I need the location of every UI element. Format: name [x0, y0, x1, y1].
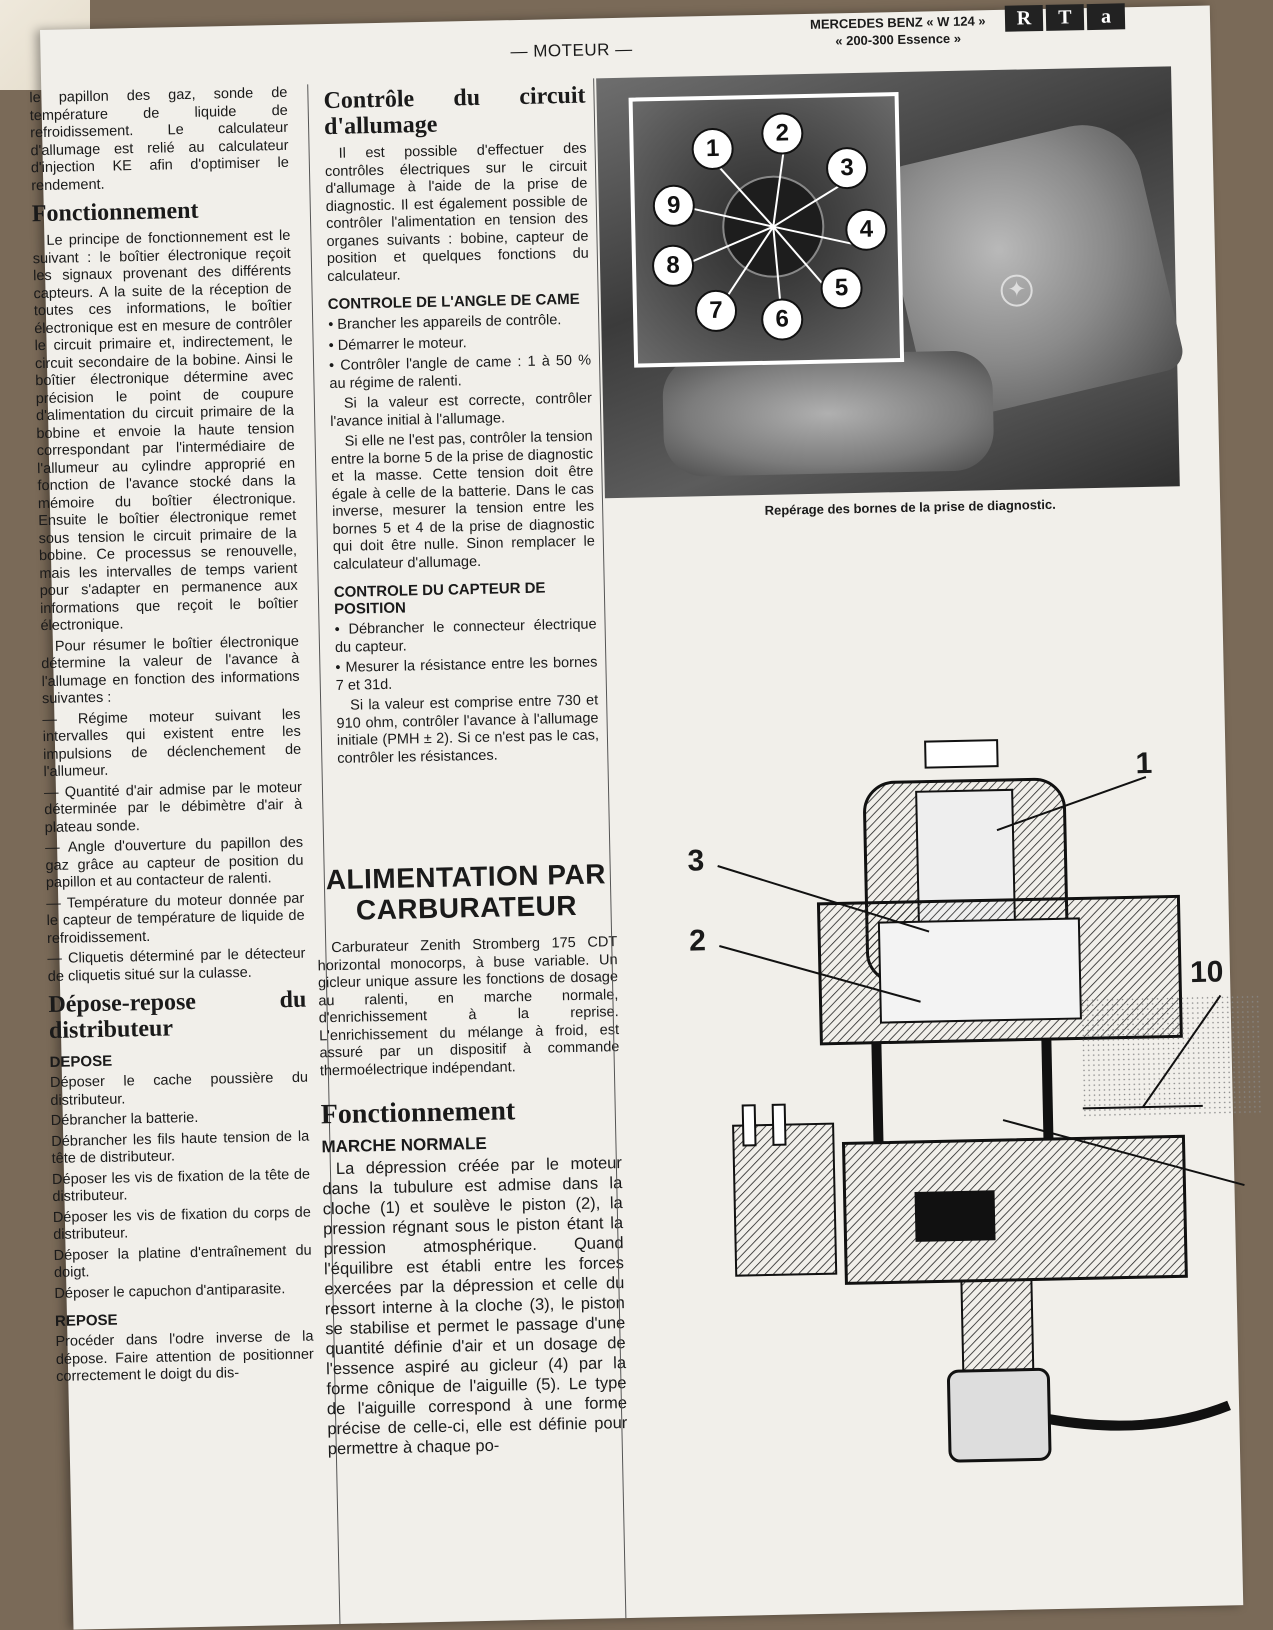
pin-label-9: 9: [652, 184, 695, 227]
list-item: — Quantité d'air admise par le moteur déterminée par le débimètre d'air à plateau sonde.: [43, 779, 303, 836]
depose-subheading: DEPOSE: [49, 1052, 113, 1072]
rta-logo: [1005, 3, 1126, 32]
repose-subheading: REPOSE: [54, 1311, 118, 1330]
fonctionnement-heading: Fonctionnement: [31, 197, 199, 228]
depose-step: Débrancher les fils haute tension de la tête de distributeur.: [51, 1128, 310, 1168]
fonctionnement-paragraph-2: Pour résumer le boîtier électronique détermine la valeur de l'avance à l'allumage en fonction des informations suivantes :: [41, 633, 300, 708]
controle-paragraph: Il est possible d'effectuer des contrôles électriques sur le circuit d'allumage à l'aide de la prise de diagnostic. Il est également possible de contrôler l'alimentation en tension des organes suivants : bobine, capteur de position et quelques fonctions du calculateur.: [324, 140, 589, 285]
fonctionnement-2-heading: Fonctionnement: [320, 1095, 516, 1131]
marche-normale-heading: MARCHE NORMALE: [321, 1133, 487, 1157]
callout-label-3: 3: [687, 844, 705, 878]
engine-photo: [596, 66, 1180, 498]
depose-step: Déposer la platine d'entraînement du doigt.: [53, 1242, 312, 1281]
diagnostic-socket-inset: [629, 92, 905, 368]
intake-manifold-shape: [662, 350, 994, 477]
pin-label-1: 1: [691, 128, 734, 171]
capteur-heading: CONTROLE DU CAPTEUR DE POSITION: [333, 579, 546, 618]
capteur-bullet: • Mesurer la résistance entre les bornes 7 et 31d.: [335, 654, 598, 694]
depose-heading: Dépose-repose du distributeur: [48, 986, 307, 1045]
intro-paragraph: le papillon des gaz, sonde de température de liquide de refroidissement. Le calculateur d'allumage est relié au calculateur d'injection KE afin d'optimiser le rendement.: [29, 84, 290, 194]
angle-came-heading: CONTROLE DE L'ANGLE DE CAME: [327, 290, 580, 314]
list-item: — Régime moteur suivant les intervalles qui existent entre les impulsions de déclenchement de l'allumeur.: [42, 706, 302, 781]
running-head: — MOTEUR —: [510, 39, 633, 62]
pin-label-5: 5: [820, 267, 863, 310]
carburetor-drawing-svg: [615, 715, 1253, 1608]
angle-bullet: • Démarrer le moteur.: [329, 332, 591, 355]
middle-column: [323, 77, 599, 771]
depose-step: Déposer les vis de fixation de la tête de distributeur.: [51, 1166, 311, 1205]
brand-line-2: « 200-300 Essence »: [835, 30, 962, 49]
callout-label-10: 10: [1189, 955, 1224, 990]
pin-label-3: 3: [826, 147, 869, 190]
pin-label-2: 2: [761, 112, 804, 155]
marche-normale-paragraph: La dépression créée par le moteur dans la tubulure est admise dans la cloche (1) et soulève le piston (2), la pression régnant sous le piston étant la pression atmosphérique. Quand l'équilibre est établi entre les forces exercées par la dépression et celle du ressort interne à la cloche (3), le piston se stabilise et permet le passage d'une quantité définie d'air et un dosage de l'essence aspiré au gicleur (4) par la forme cônique de l'aiguille (5). Le type de l'aiguille correspond à une forme précise de celle-ci, elle est définie pour permettre à chaque po-: [322, 1154, 628, 1459]
angle-paragraph-2: Si elle ne l'est pas, contrôler la tension entre la borne 5 de la prise de diagnostic et la masse. Cette tension doit être égale à celle de la batterie. Dans le cas inverse, mesurer la tension entre les bornes 5 et 4 de la prise de diagnostic qui doit être nulle. Sinon remplacer le calculateur d'allumage.: [330, 428, 596, 573]
fonctionnement-paragraph-1: Le principe de fonctionnement est le suivant : le boîtier électronique reçoit les signaux provenant des différents capteurs. A la suite de la réception de toutes ces informations, le boîtier électronique est en mesure de contrôler le circuit primaire et, indirectement, le circuit secondaire de la bobine. Ainsi le boîtier électronique détermine avec précision le point de coupure d'alimentation du circuit primaire de la bobine et envoie la haute tension correspondant par l'intermédiaire de l'allumeur au cylindre approprié en fonction de l'avance stocké dans la mémoire du boîtier électronique. Ensuite le boîtier électronique remet sous tension le circuit primaire de la bobine. Ce processus se renouvelle, mais les intervalles de temps varient pour s'adapter en permanence aux informations que reçoit le boîtier électronique.: [32, 227, 299, 635]
left-column: [29, 85, 314, 1390]
mercedes-star-icon: ✦: [1000, 274, 1033, 307]
list-item: — Température du moteur donnée par le capteur de température de liquide de refroidissement.: [46, 890, 305, 947]
photo-caption: Repérage des bornes de la prise de diagnostic.: [764, 496, 1056, 518]
carburetor-body: [725, 735, 1270, 1466]
logo-letter-r: R: [1005, 5, 1044, 32]
controle-heading: Contrôle du circuit d'allumage: [323, 82, 586, 141]
middle-column-lower: [315, 848, 628, 1462]
alimentation-paragraph: Carburateur Zenith Stromberg 175 CDT horizontal monocorps, à buse variable. Un gicleur unique assure les fonctions de dosage au ralenti, en marche normale, d'enrichissement à la reprise. L'enrichissement du mélange à froid, est assuré par un dispositif à commande thermoélectrique indépendant.: [317, 934, 620, 1079]
logo-letter-t: T: [1046, 4, 1085, 31]
carburetor-diagram: [615, 715, 1253, 1608]
angle-paragraph-1: Si la valeur est correcte, contrôler l'avance initial à l'allumage.: [330, 390, 593, 430]
list-item: — Cliquetis déterminé par le détecteur de cliquetis situé sur la culasse.: [47, 945, 306, 985]
depose-step: Déposer le capuchon d'antiparasite.: [54, 1280, 286, 1302]
angle-bullet: • Contrôler l'angle de came : 1 à 50 % au régime de ralenti.: [329, 353, 592, 393]
pin-label-8: 8: [652, 244, 695, 287]
angle-bullet: • Brancher les appareils de contrôle.: [328, 312, 590, 335]
brand-line-1: MERCEDES BENZ « W 124 »: [809, 13, 986, 32]
logo-letter-a: a: [1087, 3, 1126, 30]
depose-step: Débrancher la batterie.: [50, 1109, 199, 1130]
pin-label-4: 4: [845, 208, 888, 251]
alimentation-heading: ALIMENTATION PAR CARBURATEUR: [325, 858, 607, 926]
repose-paragraph: Procéder dans l'odre inverse de la dépose. Faire attention de positionner correctement le doigt du dis-: [55, 1328, 314, 1385]
document-page: [29, 5, 1243, 1629]
brand-block: [810, 12, 986, 50]
depose-step: Déposer le cache poussière du distributeur.: [49, 1069, 309, 1109]
pin-label-6: 6: [761, 298, 804, 341]
depose-step: Déposer les vis de fixation du corps de distributeur.: [52, 1204, 311, 1243]
callout-label-2: 2: [688, 924, 707, 958]
capteur-paragraph: Si la valeur est comprise entre 730 et 910 ohm, contrôler l'avance à l'allumage initiale (PMH ± 2). Si ce n'est pas le cas, contrôler les résistances.: [336, 692, 600, 767]
capteur-bullet: • Débrancher le connecteur électrique du capteur.: [334, 616, 597, 656]
pin-label-7: 7: [695, 289, 738, 332]
list-item: — Angle d'ouverture du papillon des gaz grâce au capteur de position du papillon et au contacteur de ralenti.: [44, 834, 304, 892]
callout-label-1: 1: [1135, 746, 1153, 781]
